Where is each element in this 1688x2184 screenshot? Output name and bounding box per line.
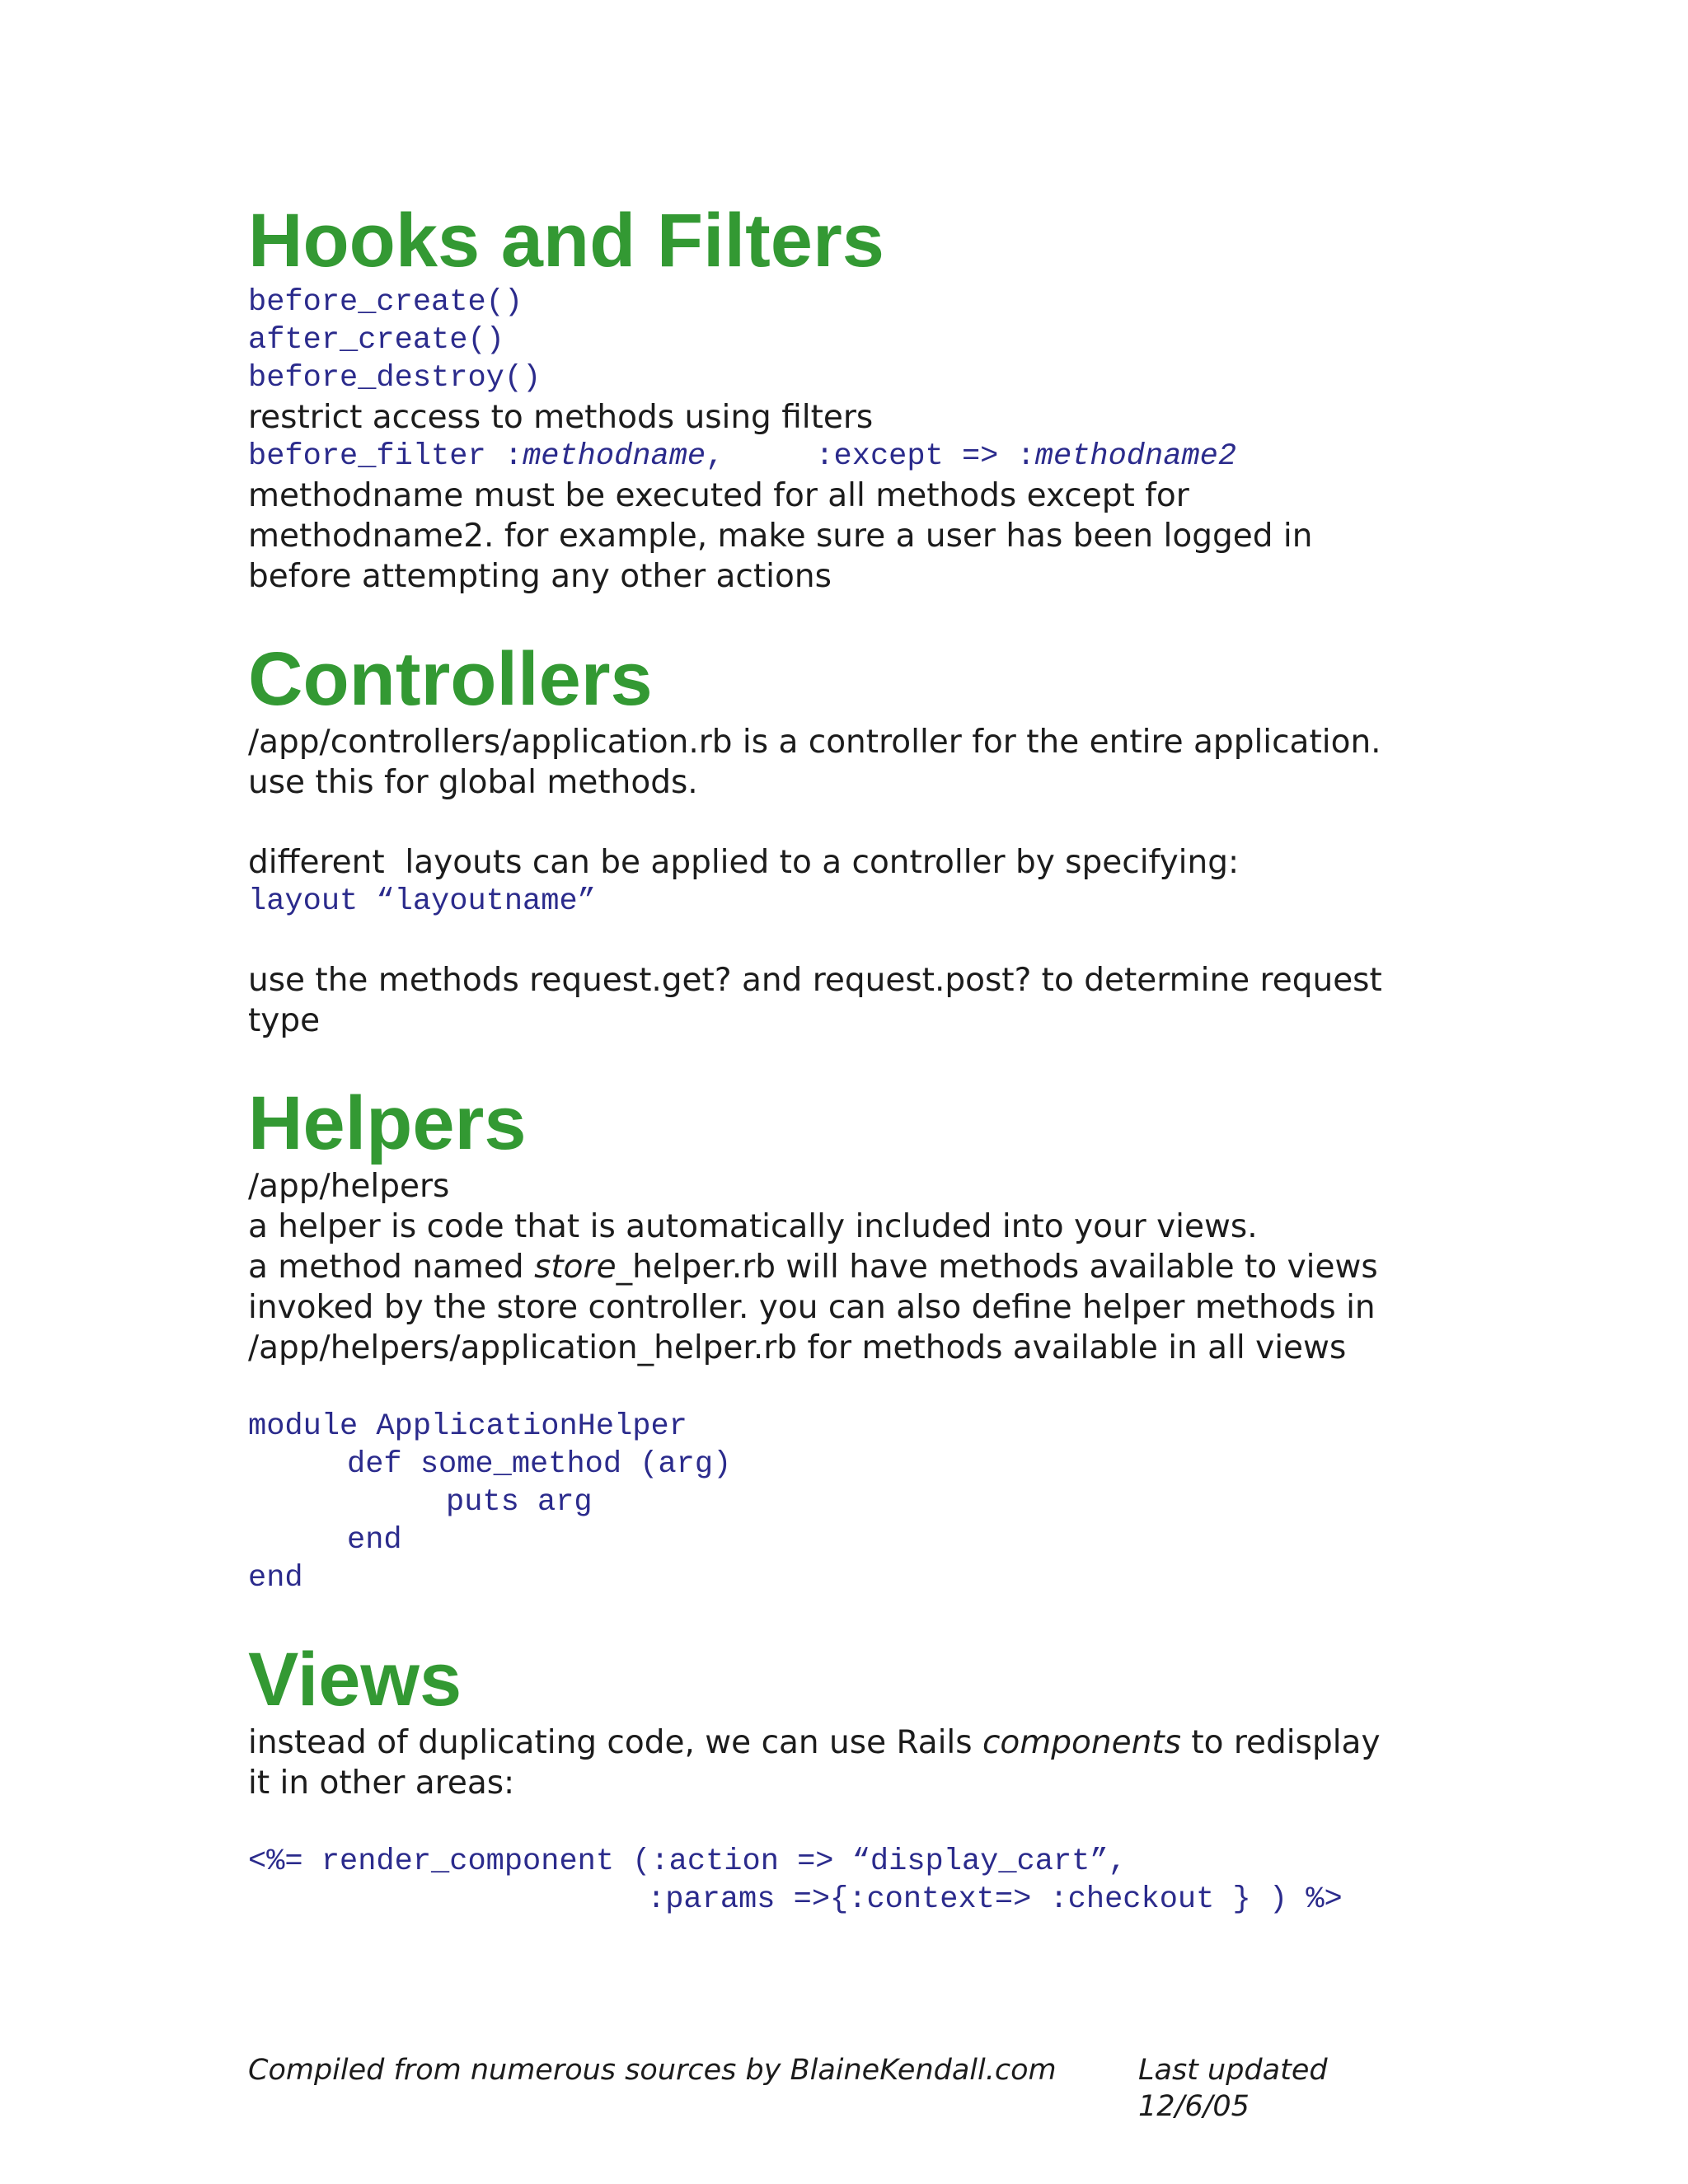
code-end-line: end xyxy=(347,1523,402,1558)
heading-controllers: Controllers xyxy=(248,637,653,721)
code-before-filter xyxy=(248,438,1484,476)
code-render-component-line: <%= render_component (:action => “display_cart”, xyxy=(248,1844,1127,1879)
heading-hooks-and-filters: Hooks and Filters xyxy=(248,199,884,283)
text-paragraph-line: /app/controllers/application.rb is a controller for the entire application. xyxy=(248,724,1381,761)
heading-views: Views xyxy=(248,1638,462,1722)
footer-credit: Compiled from numerous sources by BlaineKendall.com xyxy=(248,2054,1057,2087)
text-paragraph-line: /app/helpers/application_helper.rb for methods available in all views xyxy=(248,1329,1347,1366)
text-fragment: instead of duplicating code, we can use Rails xyxy=(248,1724,982,1761)
text-paragraph-line: before attempting any other actions xyxy=(248,558,832,595)
text-paragraph-line xyxy=(248,1247,1484,1287)
section-helpers xyxy=(248,1080,1484,1597)
footer-last-updated: Last updated 12/6/05 xyxy=(1138,2054,1328,2123)
heading-helpers: Helpers xyxy=(248,1081,527,1165)
text-paragraph-line: methodname2. for example, make sure a user has been logged in xyxy=(248,518,1313,555)
text-fragment-italic: components xyxy=(982,1724,1181,1761)
text-paragraph-line: methodname must be executed for all methods except for xyxy=(248,477,1189,514)
code-fragment-italic: methodname2 xyxy=(1034,439,1237,474)
section-views xyxy=(248,1637,1484,1919)
code-def-line: def some_method (arg) xyxy=(347,1447,732,1482)
text-paragraph-line xyxy=(248,1722,1484,1763)
text-paragraph-line: invoked by the store controller. you can also define helper methods in xyxy=(248,1289,1376,1326)
document-page xyxy=(248,198,1484,1919)
text-fragment: _helper.rb will have methods available to views xyxy=(616,1249,1378,1286)
text-fragment: a method named xyxy=(248,1249,535,1286)
code-module-line: module ApplicationHelper xyxy=(248,1409,687,1444)
text-paragraph-line: /app/helpers xyxy=(248,1168,450,1205)
text-paragraph-line: use the methods request.get? and request.post? to determine request xyxy=(248,962,1382,999)
code-before-create: before_create() xyxy=(248,285,523,320)
code-fragment: , :except => : xyxy=(706,439,1035,474)
text-fragment: to redisplay xyxy=(1180,1724,1381,1761)
code-params-line: :params =>{:context=> :checkout } ) %> xyxy=(647,1882,1343,1917)
code-fragment-italic: methodname xyxy=(523,439,706,474)
text-paragraph-line: type xyxy=(248,1002,321,1039)
code-end-line: end xyxy=(248,1561,303,1596)
text-paragraph-line: different layouts can be applied to a controller by specifying: xyxy=(248,844,1240,881)
code-after-create: after_create() xyxy=(248,323,504,358)
text-paragraph-line: it in other areas: xyxy=(248,1765,515,1802)
text-restrict-access: restrict access to methods using filters xyxy=(248,399,874,436)
code-layout: layout “layoutname” xyxy=(248,884,596,919)
page-footer xyxy=(248,2052,1443,2123)
text-paragraph-line: a helper is code that is automatically included into your views. xyxy=(248,1208,1258,1245)
section-controllers xyxy=(248,636,1484,1041)
text-fragment-italic: store xyxy=(534,1249,617,1286)
section-hooks-and-filters xyxy=(248,198,1484,597)
code-before-destroy: before_destroy() xyxy=(248,361,542,396)
code-fragment: before_filter : xyxy=(248,439,523,474)
code-puts-line: puts arg xyxy=(446,1485,593,1520)
text-paragraph-line: use this for global methods. xyxy=(248,764,698,801)
